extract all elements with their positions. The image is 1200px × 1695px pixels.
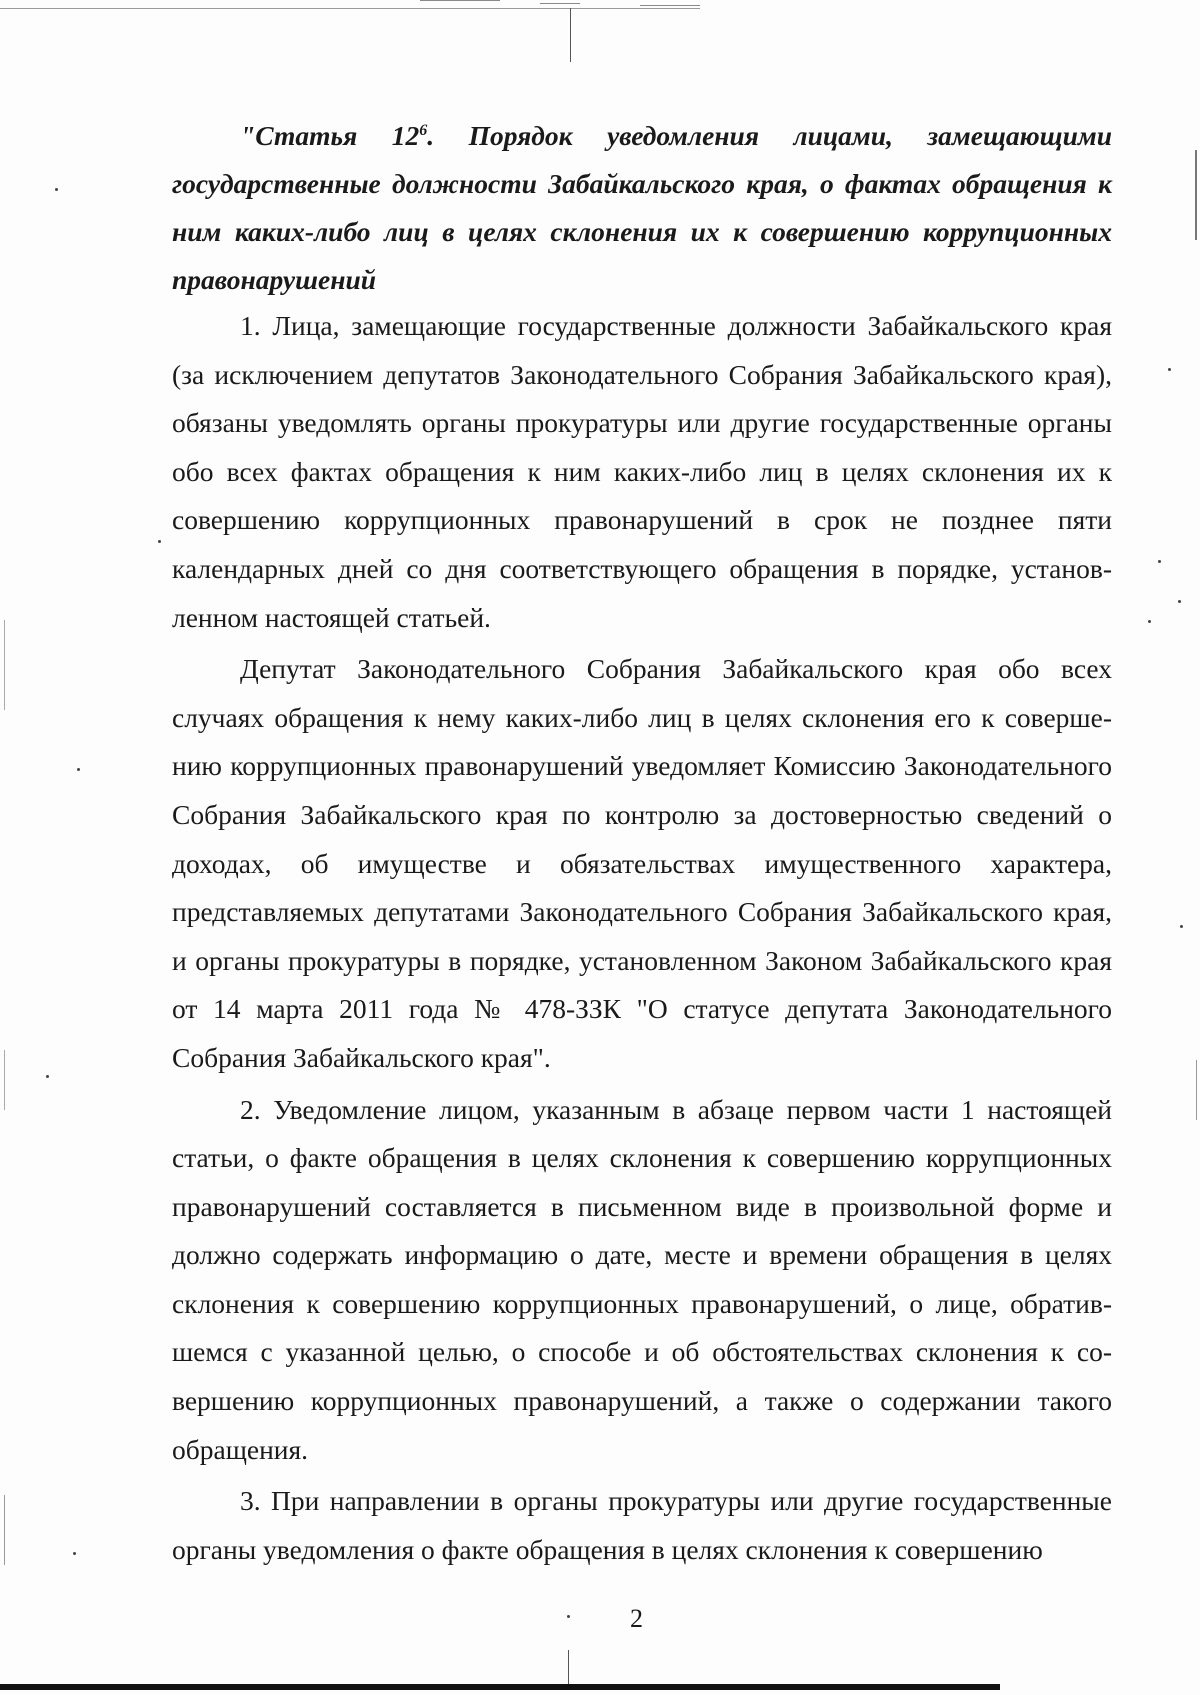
scan-edge-mark (1195, 150, 1197, 240)
page-number: 2 (630, 1604, 643, 1633)
scan-edge-dash (420, 0, 500, 1)
paragraph-2: Депутат Законодательного Собрания Забайкальского края обо всех случаях обращения к нему каких-либо лиц в целях склонения его к совершению коррупционных правонарушений уведомляет Комиссию Законодательного Собрания Забайкальского края по контролю за достоверностью сведений о доходах, об имуществе и обязательствах имущественного характера, представляемых депутатами Законодательного Собрания Забайкальского края, и органы прокуратуры в порядке, установленном Законом Забайкальского края от 14 марта 2011 года № 478-ЗЗК "О статусе депутата Законодательного Собрания Забайкальского края". (172, 653, 1112, 1073)
scan-speck (1180, 925, 1183, 928)
article-body (172, 302, 1112, 1574)
paragraph-4: 3. При направлении в органы прокуратуры или другие государственные органы уведомления о факте обращения в целях склонения к совершению (172, 1485, 1112, 1565)
scan-edge-mark (4, 1050, 5, 1110)
scan-edge-mark (1196, 1060, 1197, 1120)
scan-edge-mark (4, 1495, 5, 1565)
paragraph-3: 2. Уведомление лицом, указанным в абзаце первом части 1 настоящей статьи, о факте обращения в целях склонения к совершению коррупционных правонарушений составляется в письменном виде в произвольной форме и должно содержать информацию о дате, месте и времени обращения в целях склонения к совершению коррупционных правонарушений, о лице, обратившемся с указанной целью, о способе и об обстоятельствах склонения к совершению коррупционных правонарушений, а также о содержании такого обращения. (172, 1093, 1112, 1465)
scan-speck (55, 188, 58, 191)
scan-fold-mark (568, 1650, 569, 1684)
scan-speck (1168, 368, 1171, 371)
scan-edge-line (0, 8, 700, 9)
paragraph-1: 1. Лица, замещающие государственные должности Забайкальского края (за исключением депутатов Законодательного Собрания Забайкальского края), обязаны уведомлять органы прокуратуры или другие государственные органы обо всех фактах обращения к ним каких-либо лиц в целях склонения их к совершению коррупционных правонарушений в срок не позднее пяти календарных дней со дня соответствующего обращения в порядке, установленном настоящей статьей. (172, 310, 1112, 633)
scan-speck (158, 540, 161, 543)
scan-fold-mark (570, 8, 571, 62)
scan-speck (1178, 600, 1181, 603)
scan-edge-dash (540, 3, 580, 4)
article-heading-superscript: 6 (419, 121, 428, 139)
article-heading (172, 112, 1112, 304)
scan-edge-mark (4, 620, 5, 710)
article-heading-text: . Порядок уведомления лицами, замещающими государственные должности Забайкальского края, о фактах обращения к ним каких-либо лиц в целях склонения их к совершению коррупционных правонарушений (172, 120, 1113, 295)
article-heading-prefix: "Статья 12 (240, 120, 420, 151)
scan-speck (77, 768, 80, 771)
scan-speck (1158, 560, 1161, 563)
scan-speck (46, 1075, 49, 1078)
scan-edge-dash (640, 5, 700, 6)
scan-speck (567, 1615, 570, 1618)
scan-speck (73, 1552, 76, 1555)
scan-speck (1148, 620, 1151, 623)
scan-bottom-edge (0, 1684, 1000, 1690)
